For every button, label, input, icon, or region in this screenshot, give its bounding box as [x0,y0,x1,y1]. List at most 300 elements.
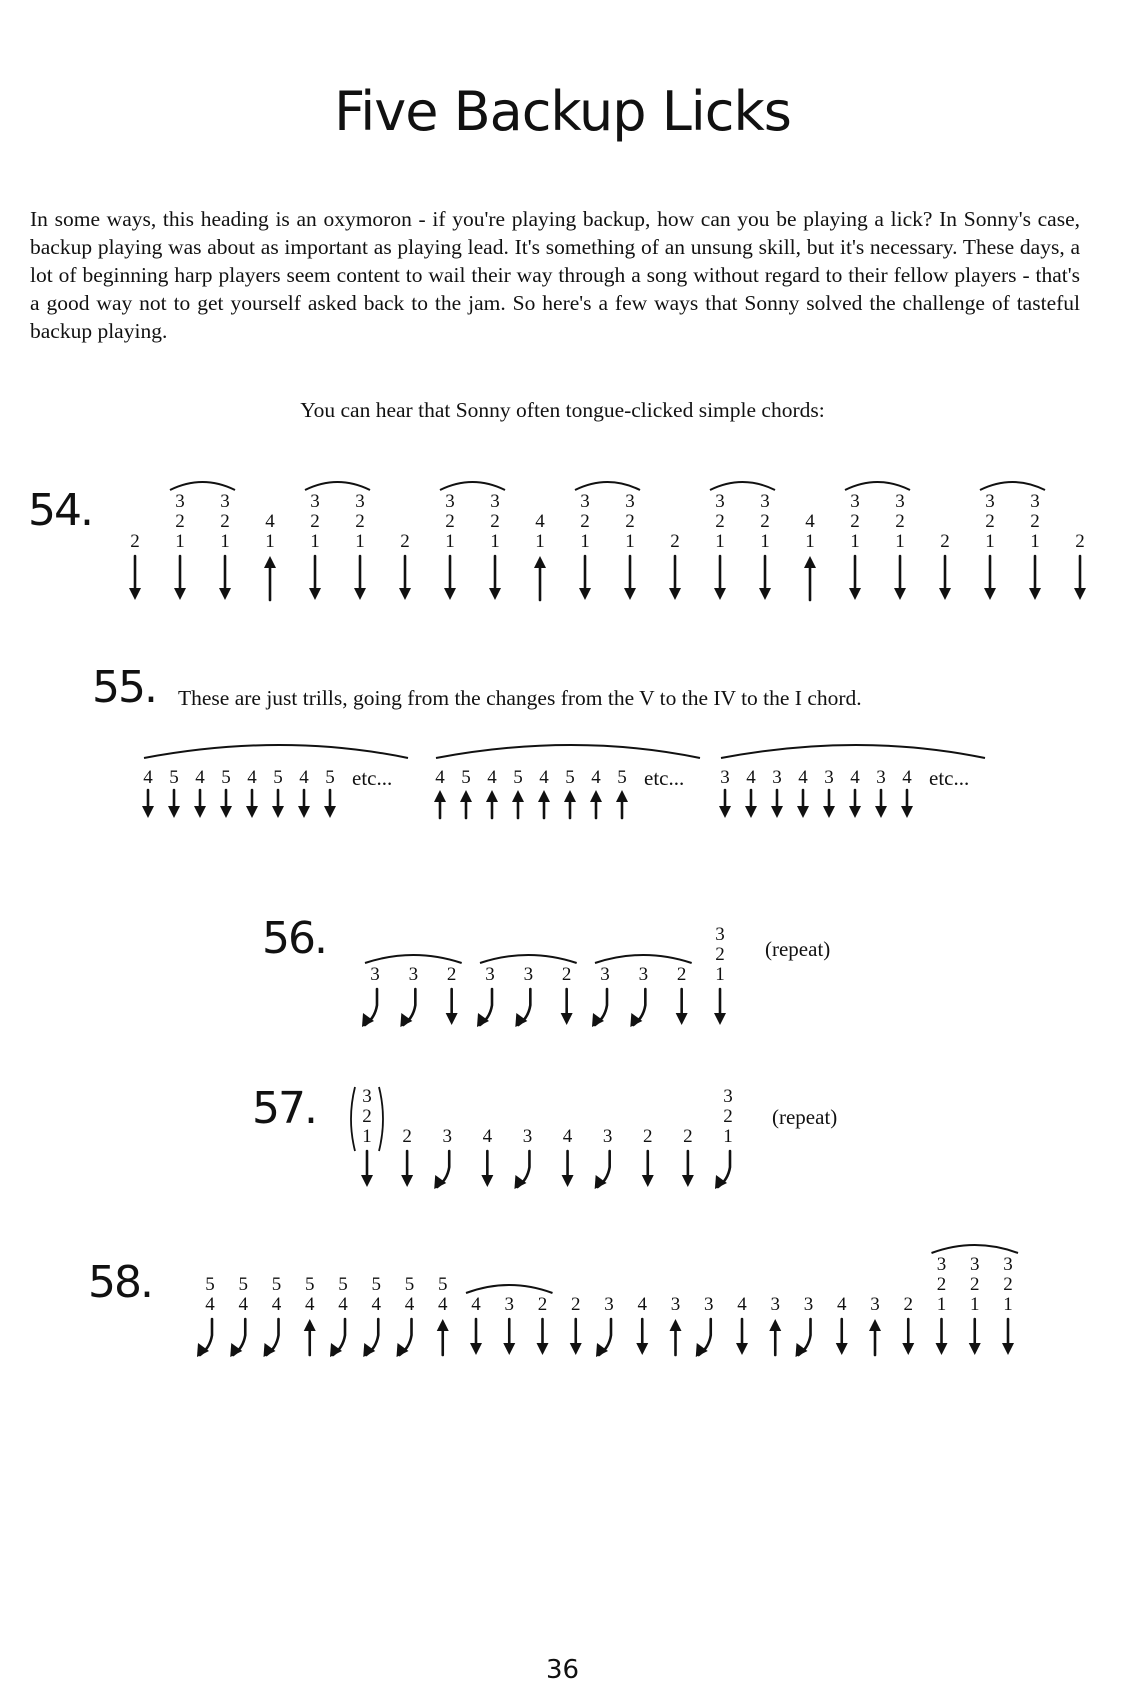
hole-number: 2 [362,1106,372,1127]
draw-arrow-icon [537,1319,549,1355]
hole-number: 1 [490,531,500,552]
hole-number: 1 [362,1126,372,1147]
hole-number: 2 [683,1126,693,1147]
hole-number: 3 [895,491,905,512]
draw-arrow-icon [570,1319,582,1355]
tab-notation [0,660,1125,840]
hole-number: 2 [175,511,185,532]
hole-number: 3 [1030,491,1040,512]
draw-arrow-icon [561,989,573,1025]
tab-note [592,965,618,985]
tab-note [555,1127,581,1147]
hole-number: 2 [402,1126,412,1147]
draw-arrow-icon [562,1151,574,1187]
hole-number: 3 [1003,1254,1013,1275]
draw-arrow-icon [401,1151,413,1187]
draw-arrow-icon [1002,1319,1014,1355]
tab-note [505,768,531,788]
tab-note [596,1295,622,1315]
tab-note [762,1295,788,1315]
tab-note [477,965,503,985]
tab-note [715,1087,741,1147]
tab-note [187,768,213,788]
tab-note [630,965,656,985]
hole-number: 3 [870,1294,880,1315]
hole-number: 1 [985,531,995,552]
slur-mark [305,482,370,490]
tab-arrows [0,660,1125,840]
tab-notation [0,1245,1125,1375]
hole-number: 3 [370,964,380,985]
page-title: Five Backup Licks [334,80,791,143]
hole-number: 2 [580,511,590,532]
tab-note [707,492,733,552]
slur-mark [365,955,462,963]
draw-arrow-icon [354,556,366,600]
lick-number: 58. [88,1257,152,1308]
blow-arrow-icon [512,790,524,818]
blow-arrow-icon [590,790,602,818]
tab-note [729,1295,755,1315]
slur-mark [480,955,577,963]
hole-number: 2 [670,531,680,552]
hole-number: 3 [850,491,860,512]
tab-note [929,1255,955,1315]
hole-number: 4 [195,767,205,788]
draw-arrow-icon [636,1319,648,1355]
draw-arrow-icon [470,1319,482,1355]
hole-number: 1 [580,531,590,552]
tab-note [707,925,733,985]
hole-number: 4 [435,767,445,788]
hole-number: 5 [461,767,471,788]
hole-number: 3 [522,1126,533,1147]
draw-arrow-icon [901,790,913,818]
hole-number: 2 [537,1294,548,1315]
hole-number: 3 [445,491,455,512]
tab-note [696,1295,722,1315]
hole-number: 4 [837,1294,847,1315]
tab-note [1067,532,1093,552]
hole-number: 3 [704,1294,714,1315]
draw-arrow-icon [168,790,180,818]
tab-note [738,768,764,788]
tab-note [167,492,193,552]
hole-number: 1 [625,531,635,552]
draw-arrow-icon [309,556,321,600]
draw-arrow-icon [676,989,688,1025]
repeat-mark: (repeat) [772,1105,838,1129]
hole-number: 5 [371,1274,381,1295]
hole-number: 2 [561,964,572,985]
hole-number: 1 [970,1294,980,1315]
hole-number: 1 [535,531,545,552]
hole-number: 3 [600,964,610,985]
tab-note [554,965,580,985]
draw-arrow-icon [836,1319,848,1355]
lick-58 [0,1245,1125,1375]
tab-note [330,1275,356,1315]
hole-number: 4 [338,1294,348,1315]
hole-number: 2 [446,964,457,985]
hole-number: 2 [940,531,950,552]
hole-number: 2 [490,511,500,532]
tab-note [122,532,148,552]
hole-number: 3 [442,1126,452,1147]
hole-number: 2 [715,511,725,532]
blow-arrow-icon [869,1319,881,1355]
hole-number: 5 [338,1274,348,1295]
hole-number: 1 [355,531,365,552]
tab-notation [0,450,1125,600]
page-number: 36 [545,1655,580,1685]
draw-arrow-icon [894,556,906,600]
blow-arrow-icon [460,790,472,818]
tab-note [530,1295,556,1315]
tab-note [662,532,688,552]
repeat-mark: (repeat) [765,937,831,961]
hole-number: 4 [850,767,860,788]
tab-note [302,492,328,552]
blow-arrow-icon [670,1319,682,1355]
tab-note [434,1127,460,1147]
draw-arrow-icon [579,556,591,600]
hole-number: 3 [485,964,495,985]
hole-number: 2 [715,944,725,965]
hole-number: 3 [670,1294,681,1315]
tab-note [617,492,643,552]
draw-arrow-icon [745,790,757,818]
tab-note [962,1255,988,1315]
hole-number: 5 [404,1274,415,1295]
draw-arrow-icon [481,1151,493,1187]
hole-number: 3 [408,964,419,985]
tab-note [161,768,187,788]
tab-note [894,768,920,788]
tab-note [257,512,283,552]
bend-arrow-icon [796,1319,811,1357]
bend-arrow-icon [515,989,530,1027]
hole-number: 3 [580,491,590,512]
draw-arrow-icon [489,556,501,600]
tab-note [712,768,738,788]
slur-mark [932,1245,1019,1253]
hole-number: 2 [760,511,770,532]
hole-number: 3 [310,491,320,512]
tab-note [427,768,453,788]
hole-number: 3 [175,491,185,512]
draw-arrow-icon [324,790,336,818]
draw-arrow-icon [446,989,458,1025]
tab-note [764,768,790,788]
hole-number: 3 [824,767,834,788]
tab-note [515,965,541,985]
draw-arrow-icon [714,556,726,600]
tab-note [239,768,265,788]
hole-number: 4 [805,511,815,532]
hole-number: 3 [604,1294,614,1315]
tab-note [572,492,598,552]
hole-number: 3 [625,491,635,512]
hole-number: 2 [220,511,230,532]
draw-arrow-icon [939,556,951,600]
hole-number: 4 [902,767,912,788]
hole-number: 2 [625,511,635,532]
lick-description: These are just trills, going from the changes from the V to the IV to the I chord. [178,686,862,710]
tab-note [629,1295,655,1315]
hole-number: 5 [169,767,179,788]
tab-note [563,1295,589,1315]
lick-55 [0,660,1125,840]
draw-arrow-icon [902,1319,914,1355]
hole-number: 4 [798,767,808,788]
hole-number: 1 [265,531,275,552]
draw-arrow-icon [174,556,186,600]
tab-note [842,768,868,788]
tab-note [862,1295,888,1315]
bend-arrow-icon [630,989,645,1027]
slur-mark [170,482,235,490]
hole-number: 5 [238,1274,248,1295]
bend-arrow-icon [514,1151,529,1189]
tab-note [1022,492,1048,552]
hole-number: 4 [205,1294,215,1315]
draw-arrow-icon [682,1151,694,1187]
bend-arrow-icon [592,989,607,1027]
etc-mark: etc... [929,766,970,790]
blow-arrow-icon [437,1319,449,1355]
blow-arrow-icon [564,790,576,818]
hole-number: 2 [355,511,365,532]
hole-number: 1 [895,531,905,552]
hole-number: 2 [445,511,455,532]
draw-arrow-icon [624,556,636,600]
draw-arrow-icon [797,790,809,818]
hole-number: 5 [565,767,575,788]
hole-number: 5 [325,767,335,788]
draw-arrow-icon [142,790,154,818]
draw-arrow-icon [936,1319,948,1355]
hole-number: 3 [770,1294,780,1315]
hole-number: 3 [720,767,730,788]
lick-54 [0,450,1125,600]
hole-number: 2 [985,511,995,532]
hole-number: 2 [643,1126,653,1147]
hole-number: 5 [305,1274,315,1295]
tab-note [675,1127,701,1147]
tab-note [609,768,635,788]
draw-arrow-icon [984,556,996,600]
tab-note [595,1127,621,1147]
draw-arrow-icon [219,556,231,600]
hole-number: 1 [1003,1294,1013,1315]
hole-number: 5 [273,767,283,788]
hole-number: 1 [850,531,860,552]
intro-paragraph: In some ways, this heading is an oxymoron - if you're playing backup, how can you be playing a lick? In Sonny's case, backup playing was about as important as playing lead. It's something of an unsung skill, but it's necessary. These days, a lot of beginning harp players seem content to wail their way through a song without regard to their fellow players - that's a good way not to get yourself asked back to the jam. So here's a few ways that Sonny solved the challenge of tasteful backup playing. [30,207,1080,343]
tab-note [479,768,505,788]
hole-number: 5 [271,1274,282,1295]
tab-note [527,512,553,552]
hole-number: 3 [715,491,725,512]
hole-number: 4 [471,1294,481,1315]
lick-number: 56. [262,913,326,964]
slur-mark [710,482,775,490]
slur-mark [980,482,1045,490]
hole-number: 2 [903,1294,913,1315]
tab-note [842,492,868,552]
hole-number: 3 [803,1294,814,1315]
tab-note [437,492,463,552]
hole-number: 3 [723,1086,733,1107]
trill-slur [721,745,985,758]
tab-note [669,965,695,985]
hole-number: 4 [371,1294,381,1315]
hole-number: 2 [130,531,140,552]
draw-arrow-icon [1074,556,1086,600]
lick-57 [0,1075,1125,1205]
bend-arrow-icon [362,989,377,1027]
hole-number: 2 [1030,511,1040,532]
hole-number: 4 [746,767,756,788]
hole-number: 5 [438,1274,448,1295]
hole-number: 4 [487,767,497,788]
draw-arrow-icon [771,790,783,818]
tab-note [663,1295,689,1315]
draw-arrow-icon [849,790,861,818]
tab-note [430,1275,456,1315]
bend-arrow-icon [595,1151,610,1189]
tab-note [797,512,823,552]
tab-note [932,532,958,552]
hole-number: 5 [221,767,231,788]
hole-number: 4 [238,1294,248,1315]
draw-arrow-icon [444,556,456,600]
tab-note [496,1295,522,1315]
hole-number: 4 [539,767,549,788]
lick-number: 57. [252,1083,316,1134]
hole-number: 4 [299,767,309,788]
hole-number: 2 [1003,1274,1013,1295]
etc-mark: etc... [352,766,393,790]
hole-number: 4 [637,1294,647,1315]
hole-number: 4 [265,511,275,532]
lick-number: 55. [92,662,156,713]
hole-number: 1 [175,531,185,552]
bend-arrow-icon [696,1319,711,1357]
tab-note [400,965,426,985]
hole-number: 3 [936,1254,947,1275]
tab-note [816,768,842,788]
hole-number: 3 [760,491,770,512]
hole-number: 2 [571,1294,581,1315]
tab-note [514,1127,540,1147]
tab-note [463,1295,489,1315]
hole-number: 3 [362,1086,372,1107]
draw-arrow-icon [969,1319,981,1355]
blow-arrow-icon [538,790,550,818]
draw-arrow-icon [669,556,681,600]
hole-number: 2 [1075,531,1085,552]
hole-number: 1 [310,531,320,552]
tab-note [895,1295,921,1315]
hole-number: 1 [220,531,230,552]
blow-arrow-icon [804,556,816,600]
hole-number: 2 [400,531,410,552]
slur-mark [440,482,505,490]
tab-note [868,768,894,788]
draw-arrow-icon [823,790,835,818]
draw-arrow-icon [246,790,258,818]
chord-caption: You can hear that Sonny often tongue-clicked simple chords: [300,398,825,422]
hole-number: 2 [970,1274,980,1295]
bend-arrow-icon [397,1319,412,1357]
tab-note [583,768,609,788]
tab-note [392,532,418,552]
hole-number: 4 [737,1294,747,1315]
hole-number: 1 [1030,531,1040,552]
draw-arrow-icon [719,790,731,818]
hole-number: 4 [271,1294,282,1315]
bend-arrow-icon [264,1319,279,1357]
slur-mark [595,955,692,963]
draw-arrow-icon [759,556,771,600]
hole-number: 3 [638,964,649,985]
bend-arrow-icon [363,1319,378,1357]
hole-number: 3 [602,1126,613,1147]
tab-note [829,1295,855,1315]
hole-number: 1 [715,531,725,552]
draw-arrow-icon [399,556,411,600]
hole-number: 3 [220,491,230,512]
hole-number: 2 [676,964,687,985]
tab-note [635,1127,661,1147]
draw-arrow-icon [129,556,141,600]
hole-number: 4 [562,1126,573,1147]
blow-arrow-icon [304,1319,316,1355]
draw-arrow-icon [503,1319,515,1355]
etc-mark: etc... [644,766,685,790]
bend-arrow-icon [596,1319,611,1357]
blow-arrow-icon [769,1319,781,1355]
tab-note [790,768,816,788]
hole-number: 5 [617,767,627,788]
hole-number: 4 [404,1294,415,1315]
lick-number: 54. [28,485,92,536]
draw-arrow-icon [220,790,232,818]
tab-note [453,768,479,788]
tab-note [135,768,161,788]
tab-note [439,965,465,985]
blow-arrow-icon [534,556,546,600]
tab-note [474,1127,500,1147]
hole-number: 4 [535,511,545,532]
hole-number: 2 [850,511,860,532]
bend-arrow-icon [230,1319,245,1357]
bend-arrow-icon [715,1151,730,1189]
hole-number: 1 [715,964,725,985]
tab-notation [0,1075,1125,1205]
tab-note [347,492,373,552]
hole-number: 2 [936,1274,947,1295]
tab-note [363,1275,389,1315]
hole-number: 4 [305,1294,315,1315]
hole-number: 3 [523,964,534,985]
tab-note [264,1275,290,1315]
blow-arrow-icon [264,556,276,600]
hole-number: 1 [760,531,770,552]
lick-56 [0,905,1125,1035]
tab-note [317,768,343,788]
